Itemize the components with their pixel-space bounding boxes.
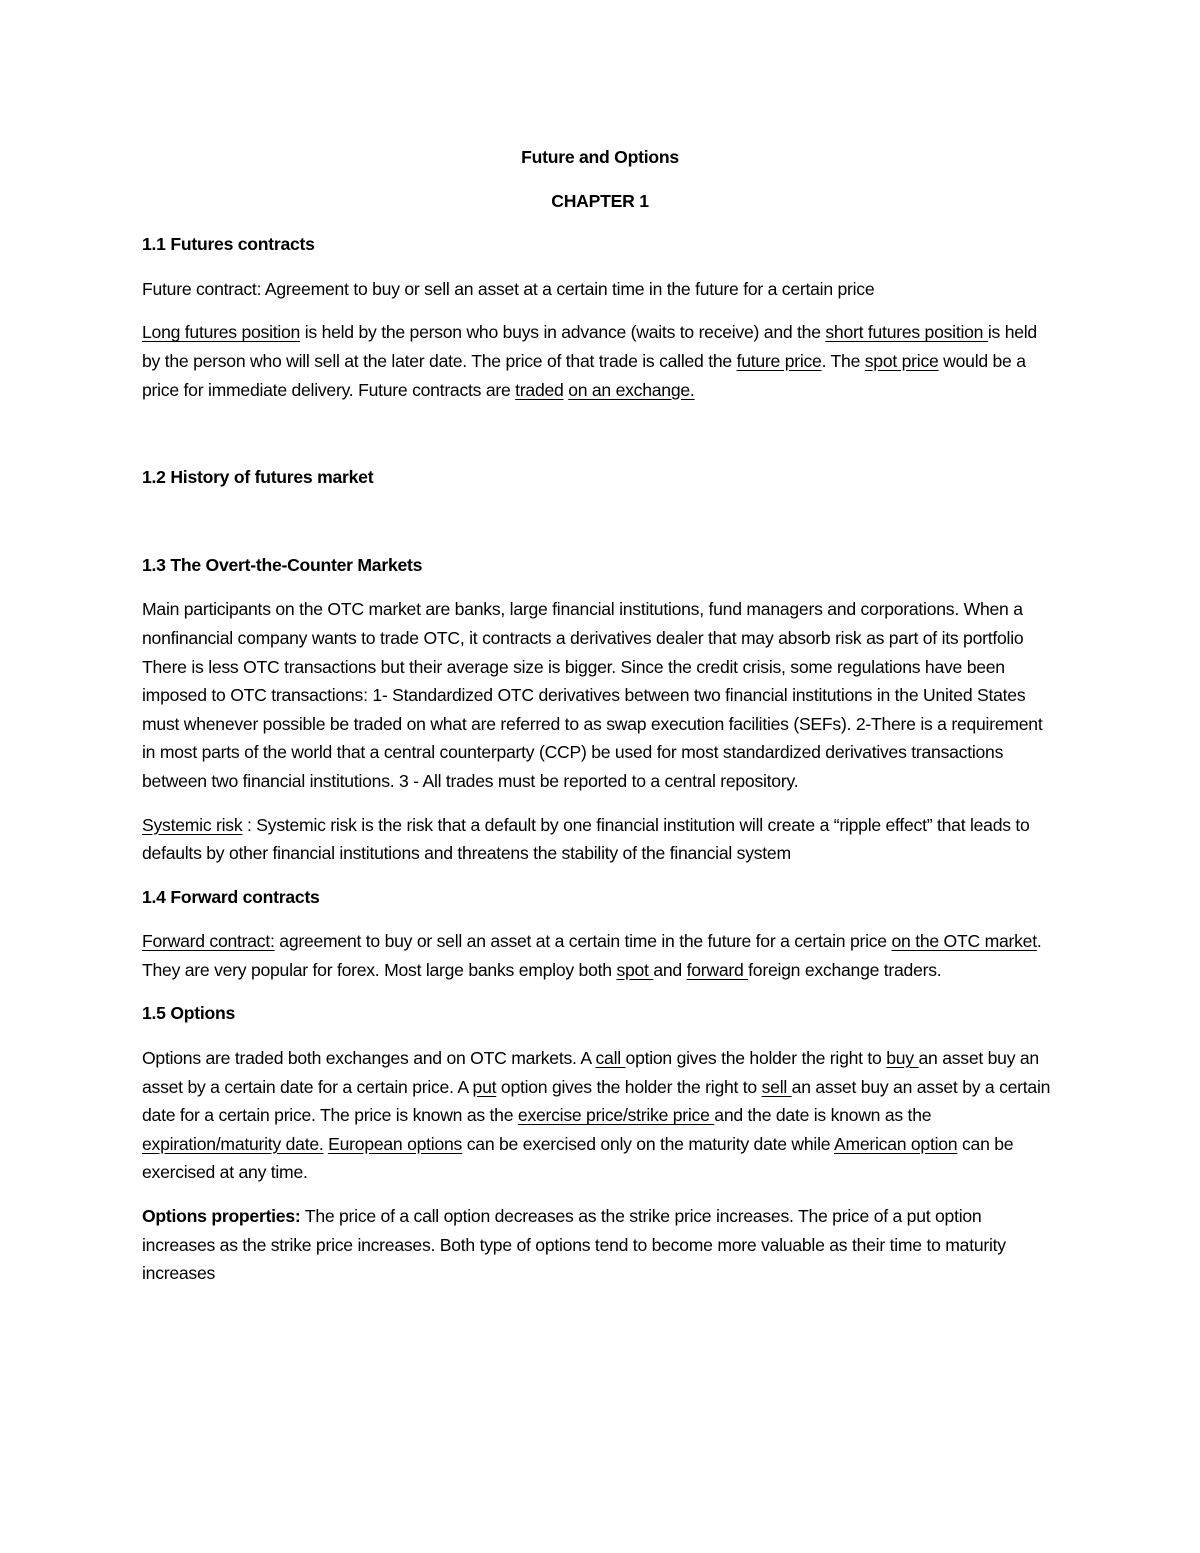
text-run: and [653, 959, 687, 980]
text-run: is held by the person who buys in advance (waits to receive) and the [300, 322, 826, 343]
term-spot-price: spot price [864, 350, 939, 371]
term-european-options: European options [328, 1133, 463, 1154]
futures-positions-paragraph [142, 318, 1058, 404]
text-run: foreign exchange traders. [748, 959, 942, 980]
term-traded: traded [515, 379, 564, 400]
text-run: would be a price for immediate delivery. Future contracts are [142, 350, 1026, 400]
text-run: an asset buy an asset by a certain date for a certain price. A [142, 1048, 1039, 1097]
text-run: and the date is known as the [714, 1105, 932, 1126]
text-run: can be exercised only on the maturity date while [462, 1133, 834, 1154]
text-run: : Systemic risk is the risk that a default by one financial institution will create a “ripple effect” that leads to defaults by other financial institutions and threatens the stability of the financial system [142, 814, 1030, 864]
chapter-heading: CHAPTER 1 [551, 190, 649, 211]
section-heading-1-3: 1.3 The Overt-the-Counter Markets [142, 554, 423, 575]
term-spot: spot [616, 959, 654, 980]
document-title: Future and Options [521, 147, 679, 167]
section-heading-1-4: 1.4 Forward contracts [142, 886, 320, 907]
options-properties-paragraph [142, 1202, 1058, 1288]
text-run: . The [821, 350, 865, 371]
term-systemic-risk: Systemic risk [142, 814, 243, 835]
term-future-price: future price [736, 350, 822, 371]
term-put: put [472, 1076, 497, 1097]
term-exercise-strike-price: exercise price/strike price [517, 1105, 715, 1126]
otc-markets-paragraph: Main participants on the OTC market are banks, large financial institutions, fund managers and corporations. When a nonfinancial company wants to trade OTC, it contracts a derivatives dealer that may absorb risk as part of its portfolio There is less OTC transactions but their average size is bigger. Since the credit crisis, some regulations have been imposed to OTC transactions: 1- Standardized OTC derivatives between two financial institutions in the United States must whenever possible be traded on what are referred to as swap execution facilities (SEFs). 2-There is a requirement in most parts of the world that a central counterparty (CCP) be used for most standardized derivatives transactions between two financial institutions. 3 - All trades must be reported to a central repository. [142, 599, 1043, 791]
term-forward: forward [686, 959, 749, 980]
text-run: Options are traded both exchanges and on OTC markets. A [142, 1048, 596, 1069]
term-on-an-exchange: on an exchange. [568, 379, 695, 400]
term-short-futures-position: short futures position [825, 322, 988, 343]
text-run: . They are very popular for forex. Most large banks employ both [142, 931, 1042, 980]
text-run: is held by the person who will sell at the later date. The price of that trade is called the [142, 322, 1037, 371]
section-heading-1-5: 1.5 Options [142, 1003, 236, 1024]
text-run: option gives the holder the right to [496, 1076, 762, 1097]
section-heading-1-1: 1.1 Futures contracts [142, 234, 315, 255]
text-run: can be exercised at any time. [142, 1133, 1014, 1183]
term-long-futures-position: Long futures position [142, 322, 301, 343]
term-forward-contract: Forward contract: [142, 931, 275, 952]
section-heading-1-2: 1.2 History of futures market [142, 467, 374, 488]
text-run: agreement to buy or sell an asset at a certain time in the future for a certain price [274, 931, 892, 952]
term-on-the-otc-market: on the OTC market [891, 931, 1037, 952]
document-body [142, 143, 1058, 1303]
text-run: option gives the holder the right to [625, 1048, 887, 1069]
options-paragraph [142, 1044, 1058, 1187]
term-buy: buy [886, 1048, 919, 1069]
forward-contracts-paragraph [142, 927, 1058, 984]
term-american-option: American option [833, 1133, 958, 1154]
term-sell: sell [761, 1076, 792, 1097]
term-call: call [595, 1048, 626, 1069]
text-run: an asset buy an asset by a certain date for a certain price. The price is known as the [142, 1076, 1051, 1126]
futures-definition-paragraph: Future contract: Agreement to buy or sell an asset at a certain time in the future for a certain price [142, 278, 875, 299]
text-run: The price of a call option decreases as the strike price increases. The price of a put option increases as the strike price increases. Both type of options tend to become more valuable as their time to maturity increases [142, 1206, 1006, 1284]
term-options-properties: Options properties: [142, 1206, 301, 1227]
term-expiration-maturity-date: expiration/maturity date. [142, 1133, 324, 1154]
systemic-risk-paragraph [142, 811, 1058, 868]
